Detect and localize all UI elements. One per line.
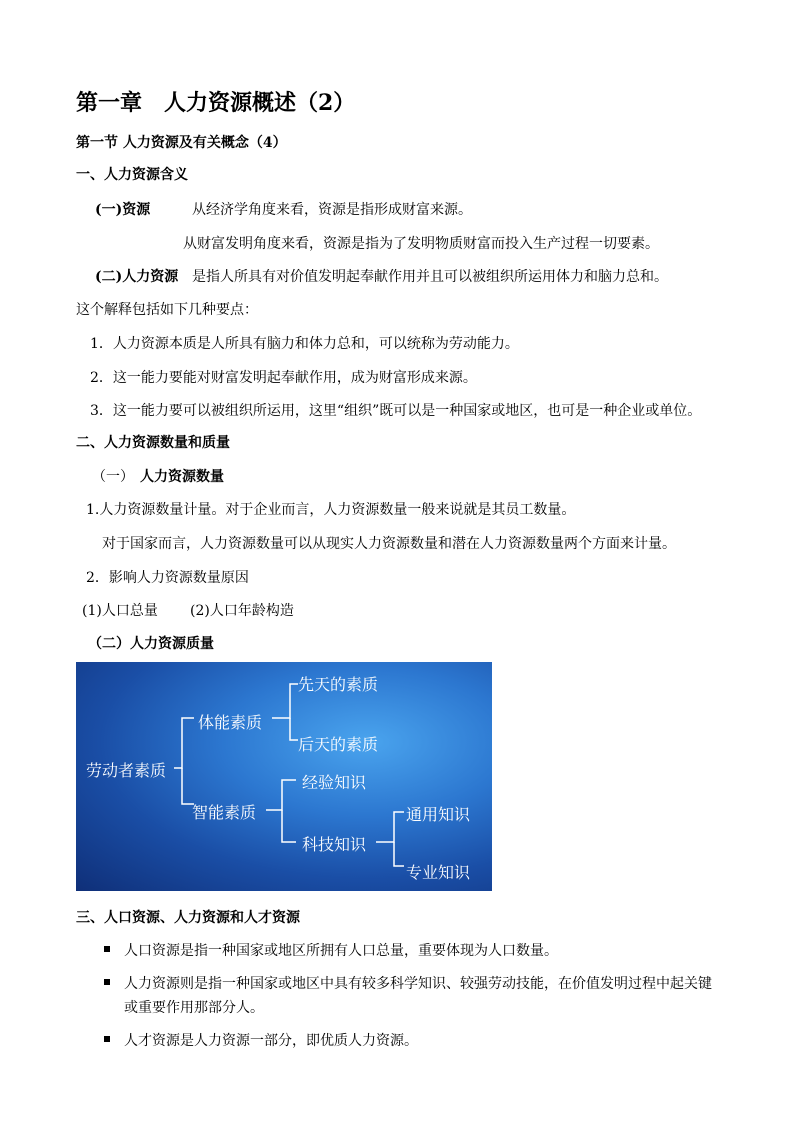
connector-tech-special <box>394 842 404 866</box>
node-innate-quality: 先天的素质 <box>298 675 379 694</box>
bullet-marker-3 <box>104 1036 110 1042</box>
resource-label-text: (一)资源 <box>95 202 151 218</box>
subsection-heading-1: 一、人力资源含义 <box>76 167 188 183</box>
factor-population: (1)人口总量 <box>82 603 158 619</box>
quality-heading: （二）人力资源质量 <box>88 636 214 652</box>
point-3: 3．这一能力要可以被组织所运用，这里“组织”既可以是一种国家或地区，也可是一种企业或单位。 <box>90 403 702 419</box>
connector-root-physical <box>174 718 194 768</box>
quality-diagram <box>76 662 492 891</box>
node-general-knowledge: 通用知识 <box>406 805 471 824</box>
quantity-text-1: 1.人力资源数量计量。对于企业而言，人力资源数量一般来说就是其员工数量。 <box>86 502 576 518</box>
subsection-heading-2: 二、人力资源数量和质量 <box>76 435 230 451</box>
connector-physical-innate <box>272 684 298 718</box>
node-tech-knowledge: 科技知识 <box>302 835 367 854</box>
connector-intellect-tech <box>282 810 296 842</box>
points-intro: 这个解释包括如下几种要点： <box>76 302 258 318</box>
node-intellect-quality: 智能素质 <box>192 803 257 822</box>
connector-root-intellect <box>182 768 194 804</box>
point-1: 1．人力资源本质是人所具有脑力和体力总和，可以统称为劳动能力。 <box>90 336 519 352</box>
factor-age-structure: (2)人口年龄构造 <box>190 603 294 619</box>
resource-definition-2: 从财富发明角度来看，资源是指为了发明物质财富而投入生产过程一切要素。 <box>183 236 659 252</box>
connector-intellect-experience <box>266 780 296 810</box>
resource-definition-1: 从经济学角度来看，资源是指形成财富来源。 <box>192 202 472 218</box>
quantity-factors: 2．影响人力资源数量原因 <box>86 570 249 586</box>
connector-tech-general <box>376 812 404 842</box>
hr-definition: 是指人所具有对价值发明起奉献作用并且可以被组织所运用体力和脑力总和。 <box>192 269 668 285</box>
bullet-marker-1 <box>104 946 110 952</box>
node-experience-knowledge: 经验知识 <box>302 773 367 792</box>
bullet-text-2: 人力资源则是指一种国家或地区中具有较多科学知识、较强劳动技能，在价值发明过程中起关键 <box>124 976 712 992</box>
node-physical-quality: 体能素质 <box>198 713 263 732</box>
point-2: 2．这一能力要能对财富发明起奉献作用，成为财富形成来源。 <box>90 370 477 386</box>
connector-physical-acquired <box>290 718 298 740</box>
quantity-heading: 人力资源数量 <box>140 469 224 485</box>
subsection-heading-3: 三、人口资源、人力资源和人才资源 <box>76 910 300 926</box>
node-worker-quality: 劳动者素质 <box>86 761 167 780</box>
bullet-text-3: 人才资源是人力资源一部分，即优质人力资源。 <box>124 1033 418 1049</box>
quantity-heading-num: （一） <box>92 469 134 485</box>
node-special-knowledge: 专业知识 <box>406 863 471 882</box>
node-acquired-quality: 后天的素质 <box>298 735 379 754</box>
page-title: 第一章 人力资源概述（2） <box>76 90 356 116</box>
hr-label: (二)人力资源 <box>95 269 179 285</box>
bullet-marker-2 <box>104 979 110 985</box>
quantity-text-2: 对于国家而言，人力资源数量可以从现实人力资源数量和潜在人力资源数量两个方面来计量。 <box>102 536 676 552</box>
section-heading: 第一节 人力资源及有关概念（4） <box>76 135 287 151</box>
bullet-text-1: 人口资源是指一种国家或地区所拥有人口总量，重要体现为人口数量。 <box>124 943 558 959</box>
resource-label <box>95 199 150 219</box>
bullet-text-2-cont: 或重要作用那部分人。 <box>124 1000 264 1016</box>
